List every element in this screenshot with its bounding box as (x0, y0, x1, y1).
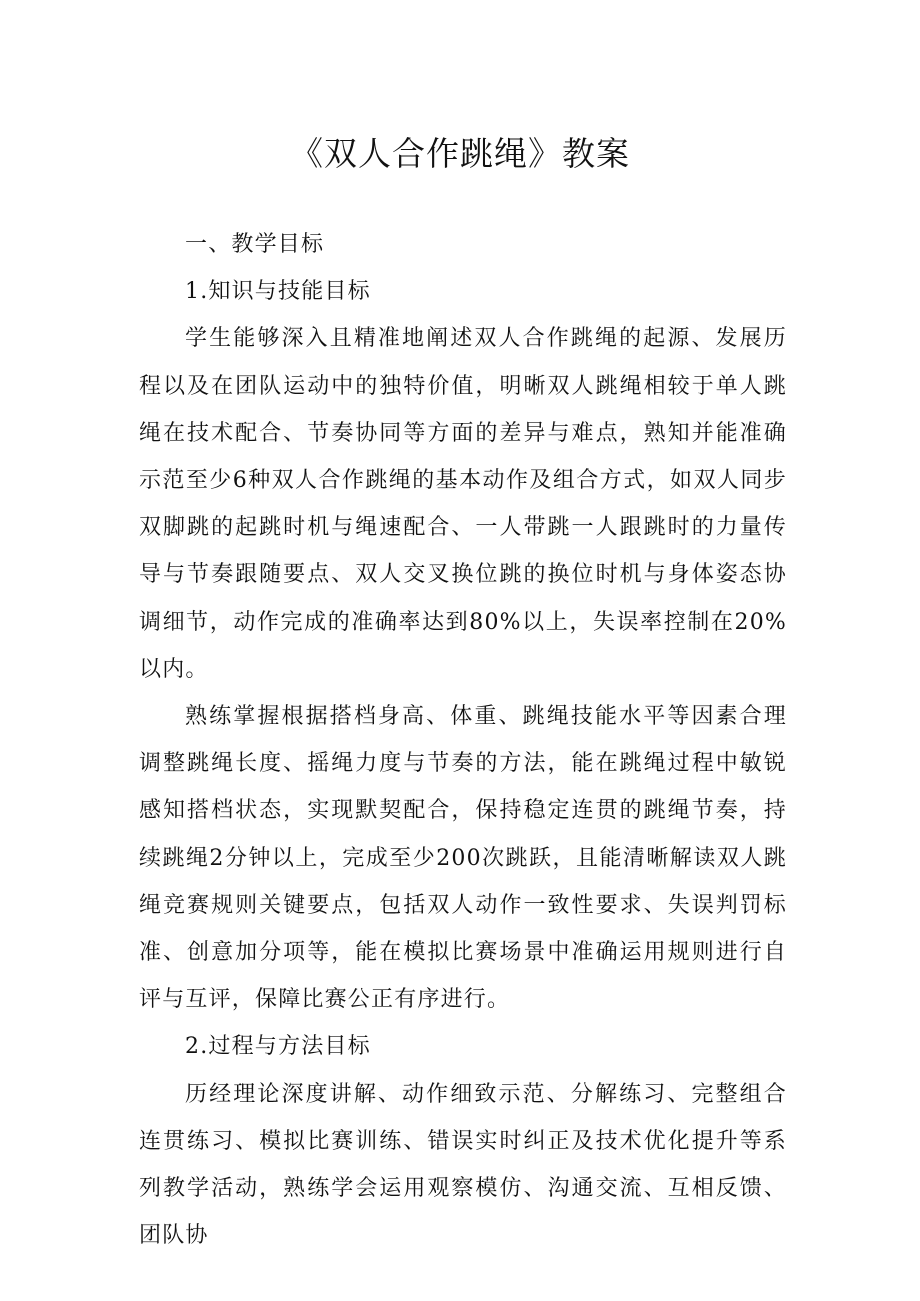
subsection-heading-process-methods: 2.过程与方法目标 (185, 1034, 371, 1060)
paragraph: 历经理论深度讲解、动作细致示范、分解练习、完整组合连贯练习、模拟比赛训练、错误实时纠正及技术优化提升等系列教学活动，熟练学会运用观察模仿、沟通交流、互相反馈、团队协 (139, 1081, 787, 1249)
paragraph: 学生能够深入且精准地阐述双人合作跳绳的起源、发展历程以及在团队运动中的独特价值，明晰双人跳绳相较于单人跳绳在技术配合、节奏协同等方面的差异与难点，熟知并能准确示范至少6种双人合作跳绳的基本动作及组合方式，如双人同步双脚跳的起跳时机与绳速配合、一人带跳一人跟跳时的力量传导与节奏跟随要点、双人交叉换位跳的换位时机与身体姿态协调细节，动作完成的准确率达到80%以上，失误率控制在20%以内。 (139, 326, 787, 682)
section-heading-teaching-objectives: 一、教学目标 (185, 232, 325, 257)
subsection-heading-knowledge-skills: 1.知识与技能目标 (185, 279, 371, 305)
paragraph: 熟练掌握根据搭档身高、体重、跳绳技能水平等因素合理调整跳绳长度、摇绳力度与节奏的方法，能在跳绳过程中敏锐感知搭档状态，实现默契配合，保持稳定连贯的跳绳节奏，持续跳绳2分钟以上，完成至少200次跳跃，且能清晰解读双人跳绳竞赛规则关键要点，包括双人动作一致性要求、失误判罚标准、创意加分项等，能在模拟比赛场景中准确运用规则进行自评与互评，保障比赛公正有序进行。 (139, 704, 787, 1013)
document-body (139, 221, 787, 1259)
document-title: 《双人合作跳绳》教案 (290, 134, 630, 173)
